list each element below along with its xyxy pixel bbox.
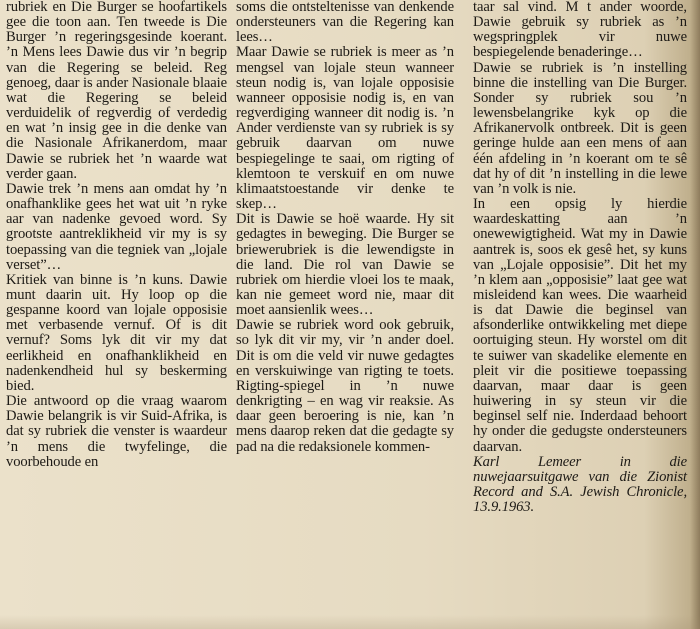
page-edge-shadow xyxy=(690,0,700,629)
paragraph: Dawie se rubriek is ’n instelling binne die instelling van Die Burger. Sonder sy rubriek sou ’n lewensbelangrike kyk op die Afrikanervolk ontbreek. Dit is geen geringe hulde aan een mens of aan één afdeling in ’n koerant om te sê dat hy of dit ’n instelling in die lewe van ’n volk is nie. xyxy=(473,59,687,197)
paragraph: Dawie trek ’n mens aan omdat hy ’n onafhanklike gees het wat uit ’n ryke aar van nadenke gevoed word. Sy grootste aantreklikheid vir my is sy toepassing van die tegniek van „lojale verset”… xyxy=(6,180,227,273)
paragraph: soms die ontsteltenisse van denkende ondersteuners van die Regering kan lees… xyxy=(236,0,454,46)
page-bottom-shade xyxy=(0,615,700,629)
paragraph: taar sal vind. M t ander woorde, Dawie gebruik sy rubriek as ’n wegspringplek vir nuwe bespiegelende benaderinge… xyxy=(473,0,687,61)
paragraph: Maar Dawie se rubriek is meer as ’n mengsel van lojale steun wanneer steun nodig is, van lojale opposisie wanneer opposisie nodig is, en van regverdiging wanneer dit nodig is. ’n Ander verdienste van sy rubriek is sy gebruik daarvan om nuwe bespiegelinge te saai, om rigting of klemtoon te verskuif en om nuwe klimaatstoestande vir denke te skep… xyxy=(236,44,454,213)
source-attribution: Karl Lemeer in die nuwejaarsuitgawe van die Zionist Record and S.A. Jewish Chronicle, 13.9.1963. xyxy=(473,453,687,516)
article-column-2 xyxy=(236,0,454,455)
article-column-3 xyxy=(473,0,687,515)
paragraph: Dawie se rubriek word ook gebruik, so lyk dit vir my, vir ’n ander doel. Dit is om die veld vir nuwe gedagtes en verskuiwinge van rigting te toets. Rigting-spiegel in ’n nuwe denkrigting – en wag vir reaksie. As daar geen beroering is nie, kan ’n mens daarop reken dat die gedagte sy pad na die redaksionele kommen- xyxy=(236,317,454,455)
article-column-1 xyxy=(6,0,227,470)
paragraph: Die antwoord op die vraag waarom Dawie belangrik is vir Suid-Afrika, is dat sy rubriek die venster is waardeur ’n mens die twyfelinge, die voorbehoude en xyxy=(6,393,227,470)
paragraph: Dit is Dawie se hoë waarde. Hy sit gedagtes in beweging. Die Burger se briewerubriek is die lewendigste in die land. Die rol van Dawie se rubriek om hierdie vloei los te maak, kan nie gemeet word nie, maar dit moet aansienlik wees… xyxy=(236,211,454,319)
paragraph: Kritiek van binne is ’n kuns. Dawie munt daarin uit. Hy loop op die gespanne koord van lojale opposisie met verbasende vernuf. Of is dit vernuf? Soms lyk dit vir my dat eerlikheid en onafhanklikheid en nadenkendheid hul sy beskerming bied. xyxy=(6,271,227,394)
paragraph: In een opsig ly hierdie waardeskatting aan ’n onewewigtigheid. Wat my in Dawie aantrek is, soos ek gesê het, sy kuns van „Lojale opposisie”. Dit het my ’n klem aan „opposisie” laat gee wat misleidend kan wees. Die waarheid is dat Dawie die beginsel van afsonderlike ontwikkeling met diepe oortuiging steun. Hy worstel om dit te suiwer van skadelike elemente en pleit vir die positiewe toepassing daarvan, maar daar is geen huiwering in sy steun vir die beginsel self nie. Inderdaad behoort hy onder die gedugste ondersteuners daarvan. xyxy=(473,196,687,455)
paragraph: rubriek en Die Burger se hoofartikels gee die toon aan. Ten tweede is Die Burger ’n regeringsgesinde koerant. ’n Mens lees Dawie dus vir ’n begrip van die Regering se beleid. Reg genoeg, daar is ander Nasionale blaaie wat die Regering se beleid verduidelik of regverdig of verdedig en wat ’n insig gee in die denke van die Nasionale Afrikanerdom, maar Dawie se rubriek het ’n waarde wat verder gaan. xyxy=(6,0,227,182)
